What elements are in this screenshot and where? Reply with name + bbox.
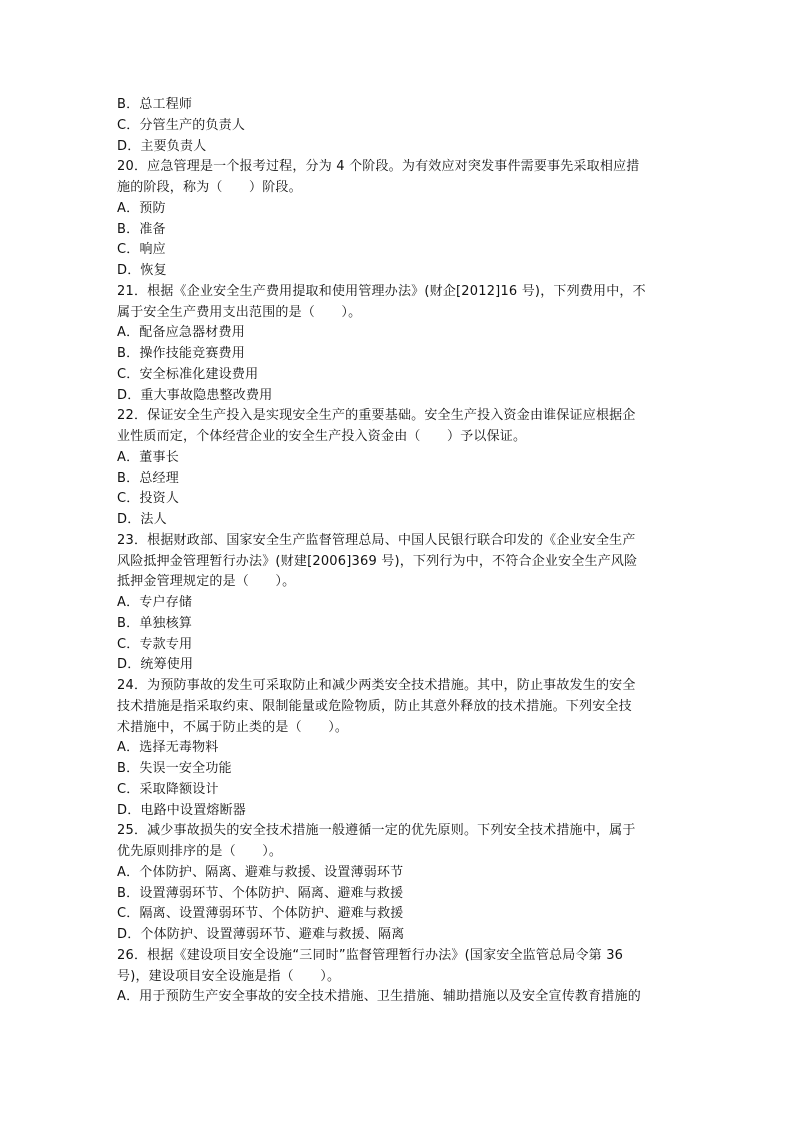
option-line: A．配备应急器材费用 <box>117 325 245 341</box>
text-line: 技术措施是指采取约束、限制能量或危险物质，防止其意外释放的技术措施。下列安全技 <box>117 698 632 714</box>
option-line: A．预防 <box>117 200 166 216</box>
option-line: C．专款专用 <box>117 636 193 652</box>
option-line: D．统筹使用 <box>117 657 194 673</box>
option-line: B．操作技能竞赛费用 <box>117 346 245 361</box>
text-line: 属于安全生产费用支出范围的是（ ）。 <box>117 304 362 320</box>
option-line: A．专户存储 <box>117 595 193 610</box>
text-line: B．总工程师 <box>117 97 193 112</box>
question-21-line: 21．根据《企业安全生产费用提取和使用管理办法》(财企[2012]16 号)，下列费用中，不 <box>117 283 646 299</box>
option-line: D．恢复 <box>117 263 167 278</box>
option-line: D．个体防护、设置薄弱环节、避难与救援、隔离 <box>117 927 405 942</box>
question-20-line: 20．应急管理是一个报考过程，分为 4 个阶段。为有效应对突发事件需要事先采取相应措 <box>117 159 640 175</box>
question-24-line: 24．为预防事故的发生可采取防止和减少两类安全技术措施。其中，防止事故发生的安全 <box>117 678 636 693</box>
option-line: C．响应 <box>117 242 166 258</box>
text-line: 号)，建设项目安全设施是指（ ）。 <box>117 968 341 984</box>
text-line: 优先原则排序的是（ ）。 <box>117 844 283 859</box>
question-25-line: 25．减少事故损失的安全技术措施一般遵循一定的优先原则。下列安全技术措施中，属于 <box>117 823 636 839</box>
text-line: C．分管生产的负责人 <box>117 117 246 133</box>
option-line: A．董事长 <box>117 449 179 465</box>
option-line: C．采取降额设计 <box>117 781 219 797</box>
text-line: 业性质而定，个体经营企业的安全生产投入资金由（ ）予以保证。 <box>117 429 527 444</box>
text-line: D．主要负责人 <box>117 138 207 154</box>
option-line: C．隔离、设置薄弱环节、个体防护、避难与救援 <box>117 906 404 922</box>
question-23-line: 23．根据财政部、国家安全生产监督管理总局、中国人民银行联合印发的《企业安全生产 <box>117 532 636 548</box>
option-line: C．安全标准化建设费用 <box>117 366 259 382</box>
question-26-line: 26．根据《建设项目安全设施“三同时”监督管理暂行办法》(国家安全监管总局令第 36 <box>117 947 624 963</box>
text-line: 抵押金管理规定的是（ ）。 <box>117 574 296 590</box>
text-line: 术措施中，不属于防止类的是（ ）。 <box>117 719 349 735</box>
option-line: A．个体防护、隔离、避难与救援、设置薄弱环节 <box>117 864 404 880</box>
option-line: B．设置薄弱环节、个体防护、隔离、避难与救援 <box>117 885 404 901</box>
option-line: D．法人 <box>117 512 167 527</box>
option-line: B．单独核算 <box>117 615 193 631</box>
option-line: B．准备 <box>117 221 166 237</box>
option-line: D．电路中设置熔断器 <box>117 802 247 818</box>
option-line: B．失误一安全功能 <box>117 761 232 776</box>
option-line: A．用于预防生产安全事故的安全技术措施、卫生措施、辅助措施以及安全宣传教育措施的 <box>117 989 641 1005</box>
option-line: C．投资人 <box>117 491 180 507</box>
question-22-line: 22．保证安全生产投入是实现安全生产的重要基础。安全生产投入资金由谁保证应根据企 <box>117 408 636 424</box>
question-text-block <box>117 95 677 1008</box>
option-line: A．选择无毒物料 <box>117 740 219 756</box>
option-line: B．总经理 <box>117 470 179 486</box>
text-line: 风险抵押金管理暂行办法》(财建[2006]369 号)，下列行为中，不符合企业安全生产风险 <box>117 553 638 569</box>
text-line: 施的阶段，称为（ ）阶段。 <box>117 180 302 195</box>
option-line: D．重大事故隐患整改费用 <box>117 387 273 403</box>
